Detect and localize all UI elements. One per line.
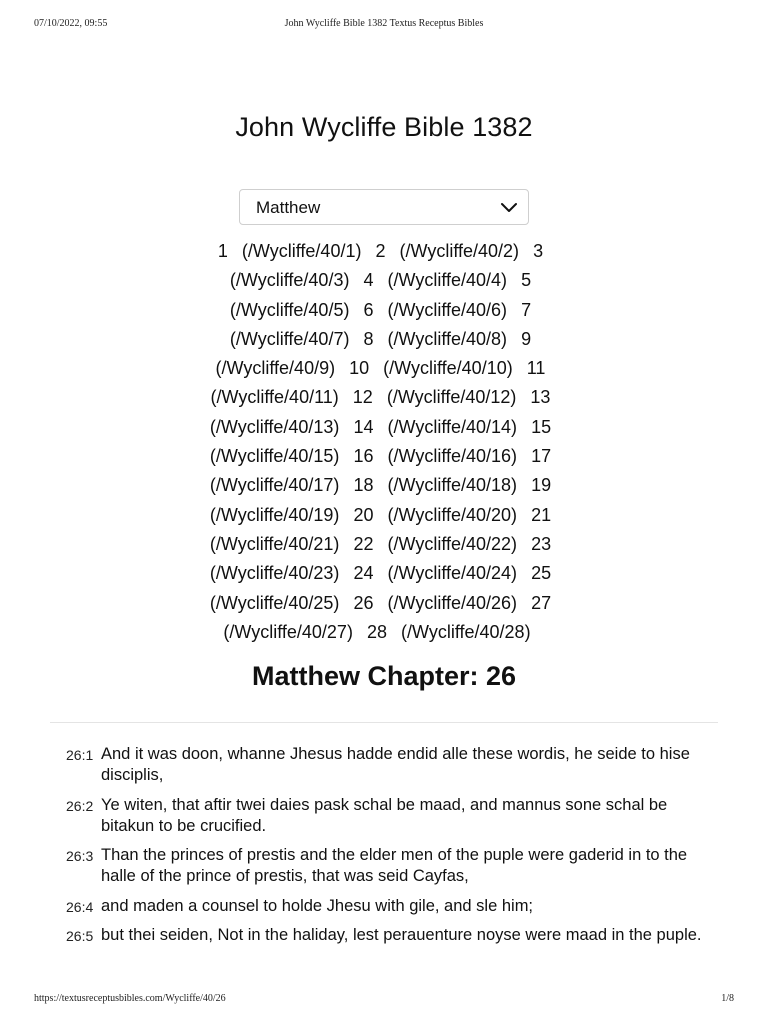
chapter-number: 14 — [353, 416, 374, 437]
chapter-number: 21 — [531, 504, 552, 525]
chapter-path: (/Wycliffe/40/9) — [215, 358, 336, 379]
chapter-path: (/Wycliffe/40/28) — [401, 621, 531, 642]
verse-item — [66, 744, 716, 786]
chapter-path: (/Wycliffe/40/27) — [223, 621, 353, 642]
chapter-path: (/Wycliffe/40/15) — [209, 446, 340, 467]
verse-item — [66, 896, 716, 917]
verse-text: Ye witen, that aftir twei daies pask schal be maad, and mannus sone schal be bitakun to be crucified. — [101, 795, 668, 835]
chapter-path: (/Wycliffe/40/24) — [387, 563, 518, 584]
chapter-number: 15 — [531, 416, 552, 437]
verse-number: 26:2 — [66, 797, 94, 814]
chapter-number: 7 — [521, 299, 532, 320]
chapter-link-2[interactable] — [375, 241, 519, 261]
chapter-path: (/Wycliffe/40/12) — [386, 387, 517, 408]
chapter-number: 13 — [530, 387, 551, 408]
chapter-path: (/Wycliffe/40/18) — [387, 475, 518, 496]
chapter-path: (/Wycliffe/40/14) — [387, 416, 518, 437]
print-page-number: 1/8 — [721, 993, 734, 1004]
book-select[interactable] — [239, 189, 529, 225]
divider — [50, 722, 718, 723]
chapter-link-10[interactable] — [349, 358, 513, 378]
chapter-number: 4 — [363, 270, 374, 291]
verse-number: 26:5 — [66, 928, 94, 944]
chapter-number: 23 — [531, 533, 552, 554]
chapter-link-18[interactable] — [353, 475, 517, 495]
verse-item — [66, 925, 716, 946]
chapter-number: 9 — [521, 328, 532, 349]
chapter-link-8[interactable] — [363, 329, 507, 349]
chapter-path: (/Wycliffe/40/17) — [209, 475, 340, 496]
chapter-link-12[interactable] — [353, 387, 517, 407]
chapter-path: (/Wycliffe/40/13) — [209, 416, 340, 437]
chapter-path: (/Wycliffe/40/26) — [387, 592, 518, 613]
chapter-number: 2 — [375, 241, 386, 261]
chapter-link-6[interactable] — [363, 300, 507, 320]
chapter-number: 20 — [353, 504, 374, 525]
chapter-number: 19 — [531, 475, 552, 496]
chapter-path: (/Wycliffe/40/2) — [399, 241, 520, 261]
verse-number: 26:1 — [66, 747, 94, 763]
chapter-path: (/Wycliffe/40/8) — [387, 328, 508, 349]
chapter-number: 3 — [533, 241, 544, 261]
chevron-down-icon — [500, 200, 518, 214]
chapter-link-20[interactable] — [353, 505, 517, 525]
chapter-number: 28 — [366, 621, 387, 642]
verse-text: but thei seiden, Not in the haliday, lest perauenture noyse were maad in the puple. — [101, 926, 702, 944]
verse-item — [66, 795, 716, 837]
chapter-path: (/Wycliffe/40/7) — [229, 328, 350, 349]
chapter-number: 25 — [531, 563, 552, 584]
chapter-number: 27 — [531, 592, 552, 613]
chapter-number: 6 — [363, 299, 374, 320]
print-footer — [34, 993, 734, 1007]
print-datetime: 07/10/2022, 09:55 — [34, 18, 108, 29]
chapter-path: (/Wycliffe/40/25) — [209, 592, 340, 613]
chapter-links — [188, 237, 580, 647]
chapter-path: (/Wycliffe/40/11) — [210, 387, 339, 408]
chapter-heading: Matthew Chapter: 26 — [251, 661, 517, 691]
print-document-title: John Wycliffe Bible 1382 Textus Receptus Bibles — [284, 18, 484, 29]
chapter-path: (/Wycliffe/40/3) — [229, 270, 350, 291]
chapter-path: (/Wycliffe/40/6) — [387, 299, 508, 320]
chapter-number: 8 — [363, 328, 374, 349]
chapter-number: 11 — [526, 358, 546, 379]
chapter-number: 1 — [217, 241, 228, 261]
print-header — [34, 18, 734, 32]
chapter-path: (/Wycliffe/40/19) — [209, 504, 340, 525]
chapter-number: 5 — [521, 270, 532, 291]
chapter-path: (/Wycliffe/40/1) — [241, 241, 362, 261]
chapter-path: (/Wycliffe/40/22) — [387, 533, 518, 554]
chapter-link-14[interactable] — [353, 417, 517, 437]
chapter-path: (/Wycliffe/40/10) — [383, 358, 513, 379]
chapter-link-26[interactable] — [353, 593, 517, 613]
verse-list — [66, 744, 716, 955]
verse-text: and maden a counsel to holde Jhesu with gile, and sle him; — [101, 896, 534, 915]
chapter-link-16[interactable] — [353, 446, 517, 466]
chapter-path: (/Wycliffe/40/23) — [209, 563, 340, 584]
chapter-number: 24 — [353, 563, 374, 584]
chapter-path: (/Wycliffe/40/16) — [387, 446, 518, 467]
chapter-link-22[interactable] — [353, 534, 517, 554]
chapter-path: (/Wycliffe/40/4) — [387, 270, 508, 291]
chapter-number: 16 — [353, 446, 374, 467]
verse-number: 26:4 — [66, 898, 94, 915]
verse-text: Than the princes of prestis and the elder men of the puple were gaderid in to the halle of the prince of prestis, that was seid Cayfas, — [101, 846, 688, 885]
verse-number: 26:3 — [66, 848, 94, 864]
verse-text: And it was doon, whanne Jhesus hadde endid alle these wordis, he seide to hise disciplis, — [101, 745, 690, 784]
chapter-link-4[interactable] — [363, 270, 507, 290]
chapter-number: 22 — [353, 533, 374, 554]
chapter-path: (/Wycliffe/40/20) — [387, 504, 518, 525]
chapter-path: (/Wycliffe/40/5) — [229, 299, 350, 320]
chapter-link-28[interactable] — [367, 622, 531, 642]
chapter-path: (/Wycliffe/40/21) — [209, 533, 340, 554]
chapter-number: 18 — [353, 475, 374, 496]
chapter-number: 26 — [353, 592, 374, 613]
chapter-number: 10 — [349, 358, 370, 379]
chapter-number: 12 — [352, 387, 373, 408]
chapter-link-1[interactable] — [218, 241, 362, 261]
verse-item — [66, 845, 716, 887]
chapter-link-24[interactable] — [353, 563, 517, 583]
book-select-value: Matthew — [256, 198, 321, 217]
chapter-number: 17 — [531, 446, 552, 467]
print-url: https://textusreceptusbibles.com/Wycliffe/40/26 — [34, 993, 226, 1004]
page-title: John Wycliffe Bible 1382 — [235, 112, 533, 142]
